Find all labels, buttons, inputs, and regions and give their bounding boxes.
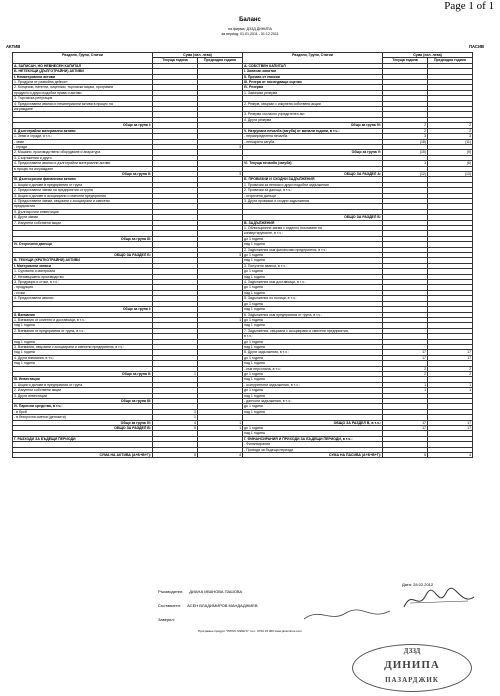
aktiv-item: изграждане [13,107,153,112]
header-current-left: Текуща година [153,58,198,63]
pasiv-item: до 1 година [243,371,383,376]
pasiv-current: (12) [383,171,428,176]
aktiv-item: I. Нематериални активи [13,74,153,79]
pasiv-item: ОБЩО ЗА РАЗДЕЛ А: [243,171,383,176]
aktiv-item: IV. Парични средства, в т.ч.: [13,404,153,409]
pasiv-previous: 2 [428,128,473,133]
aktiv-item: в процес на изграждане [13,166,153,171]
pasiv-item: ОБЩО ЗА РАЗДЕЛ Б: [243,215,383,220]
pasiv-item: 2. Провизии за данъци, в т.ч.: [243,188,383,193]
aktiv-item: предприятия [13,204,153,209]
pasiv-item: до 1 година [243,355,383,360]
aktiv-label: АКТИВ [6,44,21,49]
pasiv-item: - към персонала, в т.ч.: [243,366,383,371]
header-section-left: Раздели, Групи, Статии [13,53,153,64]
pasiv-item: конвертируемите, в т.ч.: [243,231,383,236]
pasiv-current: 1 [383,161,428,166]
stamp-bottom: ПАЗАРДЖИК [385,676,439,684]
aktiv-item: 1. Вземания от клиенти и доставчици, в т.ч.: [13,317,153,322]
pasiv-item: до 1 година [243,236,383,241]
aktiv-item: 2. Вземания от предприятия от група, в т.ч.: [13,328,153,333]
date-value: 28.02.2012 [413,582,434,587]
aktiv-previous: 3 [198,253,243,258]
aktiv-current: 5 [153,426,198,431]
pasiv-item: до 1 година [243,317,383,322]
aktiv-item: Общо за група I: [13,307,153,312]
pasiv-item: над 1 година [243,344,383,349]
aktiv-item: Общо за група I: [13,123,153,128]
pasiv-item: над 1 година [243,409,383,414]
aktiv-item: 4. Предоставени аванси [13,296,153,301]
manager-label: Ръководител: [158,589,184,594]
pasiv-current: 17 [383,426,428,431]
pasiv-item: 1. Провизии за пенсии и други подобни задължения [243,182,383,187]
aktiv-previous: 4 [198,453,243,458]
page-number: Page 1 of 1 [444,0,494,12]
aktiv-item: над 1 година [13,339,153,344]
aktiv-item: над 1 година [13,350,153,355]
header-previous-right: Предходна година [428,58,473,63]
pasiv-item: - непокрита загуба [243,139,383,144]
aktiv-item: 1. Суровини и материали [13,269,153,274]
pasiv-item: до 1 година [243,426,383,431]
pasiv-previous: 3 [428,134,473,139]
pasiv-current: 3 [383,134,428,139]
aktiv-item: Общо за група II: [13,171,153,176]
pasiv-item: над 1 година [243,307,383,312]
pasiv-item: до 1 година [243,301,383,306]
pasiv-item: 3. Други провизии и сходни задължения [243,198,383,203]
software-footer: Програмен продукт "ПЛЮС МИНУС" тел.: 0700 15 000 www.plusminus.com [198,629,302,633]
pasiv-item: V. Натрупана печалба (загуба) от минали години, в т.ч.: [243,128,383,133]
pasiv-current: 17 [383,355,428,360]
aktiv-item: 3. Други инвестиции [13,393,153,398]
aktiv-item: 3. Съоръжения и други [13,155,153,160]
aktiv-item: Общо за група III: [13,399,153,404]
pasiv-previous: 17 [428,350,473,355]
pasiv-item: III. Резерв от последващи оценки [243,80,383,85]
pasiv-item: над 1 година [243,242,383,247]
company-stamp [352,644,472,692]
aktiv-previous: 3 [198,171,243,176]
pasiv-item: 8. Други задължения, в т.ч.: [243,350,383,355]
pasiv-previous: (9) [428,150,473,155]
pasiv-previous: 1 [428,388,473,393]
aktiv-item: I. Материални запаси [13,263,153,268]
pasiv-current: 1 [383,388,428,393]
pasiv-item: - неразпределена печалба [243,134,383,139]
aktiv-current: 5 [153,453,198,458]
pasiv-previous: 2 [428,371,473,376]
certified-line [158,617,175,622]
aktiv-item: Общо за група II: [13,371,153,376]
pasiv-item: - отсрочени данъци [243,193,383,198]
pasiv-item: в т.ч.: [243,334,383,339]
aktiv-item: 4. Предоставени аванси и нематериални активи в процес на [13,101,153,106]
pasiv-current: 2 [383,366,428,371]
pasiv-item: до 1 година [243,269,383,274]
aktiv-item: 2. Незавършено производство [13,274,153,279]
aktiv-item: - продукция [13,285,153,290]
period-line: за период: 01.01.2011 - 31.12.2011 [221,32,279,36]
header-sum-left: Сума (хил. лева) [153,53,243,58]
pasiv-current: 5 [383,453,428,458]
aktiv-item: ОБЩО ЗА РАЗДЕЛ Б: [13,253,153,258]
pasiv-item: 4. Други резерви [243,117,383,122]
pasiv-item: 3. Резерви съгласно учредителен акт [243,112,383,117]
aktiv-item: над 1 година [13,323,153,328]
pasiv-current: 2 [383,123,428,128]
pasiv-item: 2. Задължения към финансови предприятия, в т.ч.: [243,247,383,252]
pasiv-item: Общо за група V: [243,150,383,155]
aktiv-current: 1 [153,371,198,376]
pasiv-current: 17 [383,420,428,425]
pasiv-item: 2. Резерв, свързан с изкупени собствени акции [243,101,383,106]
pasiv-item: 1. Законови резерви [243,90,383,95]
aktiv-item: Общо за група III: [13,236,153,241]
aktiv-item: IV. Отсрочени данъци [13,242,153,247]
pasiv-item: до 1 година [243,253,383,258]
pasiv-item: - осигурителни задължения, в т.ч.: [243,382,383,387]
aktiv-item: 2. Машини, производствено оборудване и апаратура [13,150,153,155]
pasiv-item: над 1 година [243,290,383,295]
pasiv-item: 7. Задължения, свързани с асоциирани и смесени предприятия, [243,328,383,333]
aktiv-item: 4. Други вземания, в т.ч.: [13,355,153,360]
pasiv-item: до 1 година [243,339,383,344]
aktiv-item: II. Вземания [13,312,153,317]
header-sum-right: Сума (хил. лева) [383,53,473,58]
aktiv-previous: 1 [198,426,243,431]
aktiv-item: 3. Акции и дялове в асоциирани и смесени предприятия [13,193,153,198]
pasiv-item: СУМА НА ПАСИВА (А+Б+В+Г): [243,453,383,458]
aktiv-item: - земи [13,139,153,144]
pasiv-previous: 17 [428,420,473,425]
aktiv-item: III. Инвестиции [13,377,153,382]
pasiv-label: ПАСИВ [469,44,484,49]
pasiv-item: - данъчни задължения, в т.ч.: [243,399,383,404]
aktiv-item: 7. Изкупени собствени акции [13,220,153,225]
pasiv-item: - Приходи за бъдещи периоди [243,447,383,452]
pasiv-previous: 17 [428,355,473,360]
header-section-right: Раздели, Групи, Статии [243,53,383,64]
pasiv-previous: 2 [428,123,473,128]
pasiv-item: до 1 година [243,404,383,409]
pasiv-item: 6. Задължения към предприятия от група, в т.ч.: [243,312,383,317]
pasiv-current: (18) [383,139,428,144]
aktiv-item: 3. Продукция и стоки, в т.ч.: [13,280,153,285]
pasiv-current: (15) [383,150,428,155]
aktiv-item: ОБЩО ЗА РАЗДЕЛ В: [13,426,153,431]
aktiv-item: 4. Предоставени заеми, свързани с асоциирани и смесени [13,198,153,203]
balance-row [13,453,473,458]
aktiv-item: 3. Вземания, свързани с асоциирани и смесени предприятия, в т.ч.: [13,344,153,349]
aktiv-item: 1. Акции и дялове в предприятия от група [13,382,153,387]
aktiv-current: 3 [153,409,198,414]
pasiv-previous: (11) [428,139,473,144]
balance-table [12,52,473,458]
aktiv-previous: 1 [198,317,243,322]
stamp-middle: ДИНИПА [384,659,440,671]
aktiv-item: - стоки [13,290,153,295]
manager-name: ДИАНА ИВАНОВА ПАШОВА [189,589,243,594]
pasiv-item: над 1 година [243,393,383,398]
aktiv-item: 1. Продукти от развойна дейност [13,80,153,85]
pasiv-item: ОБЩО ЗА РАЗДЕЛ В, в т.ч.: [243,420,383,425]
pasiv-item: В. ЗАДЪЛЖЕНИЯ [243,220,383,225]
pasiv-previous: 17 [428,426,473,431]
aktiv-item: А. ЗАПИСАН, НО НЕВНЕСЕН КАПИТАЛ [13,63,153,68]
aktiv-item: Г. РАЗХОДИ ЗА БЪДЕЩИ ПЕРИОДИ [13,436,153,441]
pasiv-item: над 1 година [243,431,383,436]
certified-label: Заверил: [158,617,175,622]
stamp-top: ДЗЗД [403,647,421,655]
pasiv-item: до 1 година [243,388,383,393]
manager-line [158,589,242,594]
header-current-right: Текуща година [383,58,428,63]
aktiv-item: 1. Акции и дялове в предприятия от група [13,182,153,187]
pasiv-item: над 1 година [243,274,383,279]
pasiv-item: над 1 година [243,377,383,382]
pasiv-current: 2 [383,371,428,376]
pasiv-item: над 1 година [243,361,383,366]
aktiv-item: 6. Други заеми [13,215,153,220]
aktiv-item: - сгради [13,144,153,149]
aktiv-item: II. Дълготрайни материални активи [13,128,153,133]
aktiv-current: 4 [153,420,198,425]
pasiv-item: 4. Задължения към доставчици, в т.ч.: [243,280,383,285]
pasiv-previous: (13) [428,171,473,176]
aktiv-current: 1 [153,415,198,420]
aktiv-item: 2. Предоставени заеми на предприятия от група [13,188,153,193]
aktiv-item: над 1 година [13,361,153,366]
pasiv-item: А. СОБСТВЕН КАПИТАЛ [243,63,383,68]
compiler-name: АСЕН ВЛАДИМИРОВ МАНДАДЖИЕВ [187,603,258,608]
pasiv-current: 2 [383,128,428,133]
aktiv-item: 5. Дългосрочни инвестиции [13,209,153,214]
pasiv-item: I. Записан капитал [243,69,383,74]
pasiv-previous: (6) [428,161,473,166]
pasiv-item: Б. ПРОВИЗИИ И СХОДНИ ЗАДЪЛЖЕНИЯ [243,177,383,182]
pasiv-item: VI. Текуща печалба (загуба) [243,161,383,166]
aktiv-item: продукти и други подобни права и активи [13,90,153,95]
pasiv-current: 17 [383,350,428,355]
aktiv-item: 1. Земи и сгради, в т.ч.: [13,134,153,139]
pasiv-item: IV. Резерви [243,85,383,90]
aktiv-item: Общо за група IV: [13,420,153,425]
aktiv-item: - в брой [13,409,153,414]
aktiv-item: III. Дългосрочни финансови активи [13,177,153,182]
company-line: на фирма: ДЗЗД ДИНИПА [228,27,272,31]
pasiv-previous: 4 [428,453,473,458]
aktiv-previous: 1 [198,420,243,425]
compiler-label: Съставител: [158,603,182,608]
document-title: Баланс [239,17,261,23]
header-previous-left: Предходна година [198,58,243,63]
pasiv-previous: 1 [428,382,473,387]
aktiv-item: 2. Концесии, патенти, лицензии, търговски марки, програмни [13,85,153,90]
pasiv-current: 1 [383,382,428,387]
aktiv-item: 2. Изкупени собствени акции [13,388,153,393]
pasiv-item: Г. ФИНАНСИРАНИЯ И ПРИХОДИ ЗА БЪДЕЩИ ПЕРИОДИ, в т.ч.: [243,436,383,441]
compiler-line [158,603,258,608]
pasiv-item: 1. Облигационни заеми с отделно посочване на [243,226,383,231]
aktiv-previous: 3 [198,144,243,149]
aktiv-item: 4. Предоставени аванси и дълготрайни материални активи [13,161,153,166]
aktiv-item: 3. Търговска репутация [13,96,153,101]
aktiv-item: СУМА НА АКТИВА (А+Б+В+Г): [13,453,153,458]
date-label: Дата: [402,582,412,587]
aktiv-item: - в безсрочни сметки (депозити) [13,415,153,420]
pasiv-item: до 1 година [243,285,383,290]
pasiv-item: над 1 година [243,323,383,328]
aktiv-item: Б. НЕТЕКУЩИ (ДЪЛГОТРАЙНИ) АКТИВИ [13,69,153,74]
pasiv-item: II. Премии от емисии [243,74,383,79]
pasiv-item: Общо за група IV: [243,123,383,128]
pasiv-item: 5. Задължения по полици, в т.ч.: [243,296,383,301]
pasiv-item: над 1 година [243,258,383,263]
pasiv-previous: 2 [428,366,473,371]
pasiv-item: 3. Получени аванси, в т.ч.: [243,263,383,268]
pasiv-item: - Финансирания [243,442,383,447]
compiler-signature [300,605,420,625]
aktiv-item: В. ТЕКУЩИ (КРАТКОТРАЙНИ) АКТИВИ [13,258,153,263]
